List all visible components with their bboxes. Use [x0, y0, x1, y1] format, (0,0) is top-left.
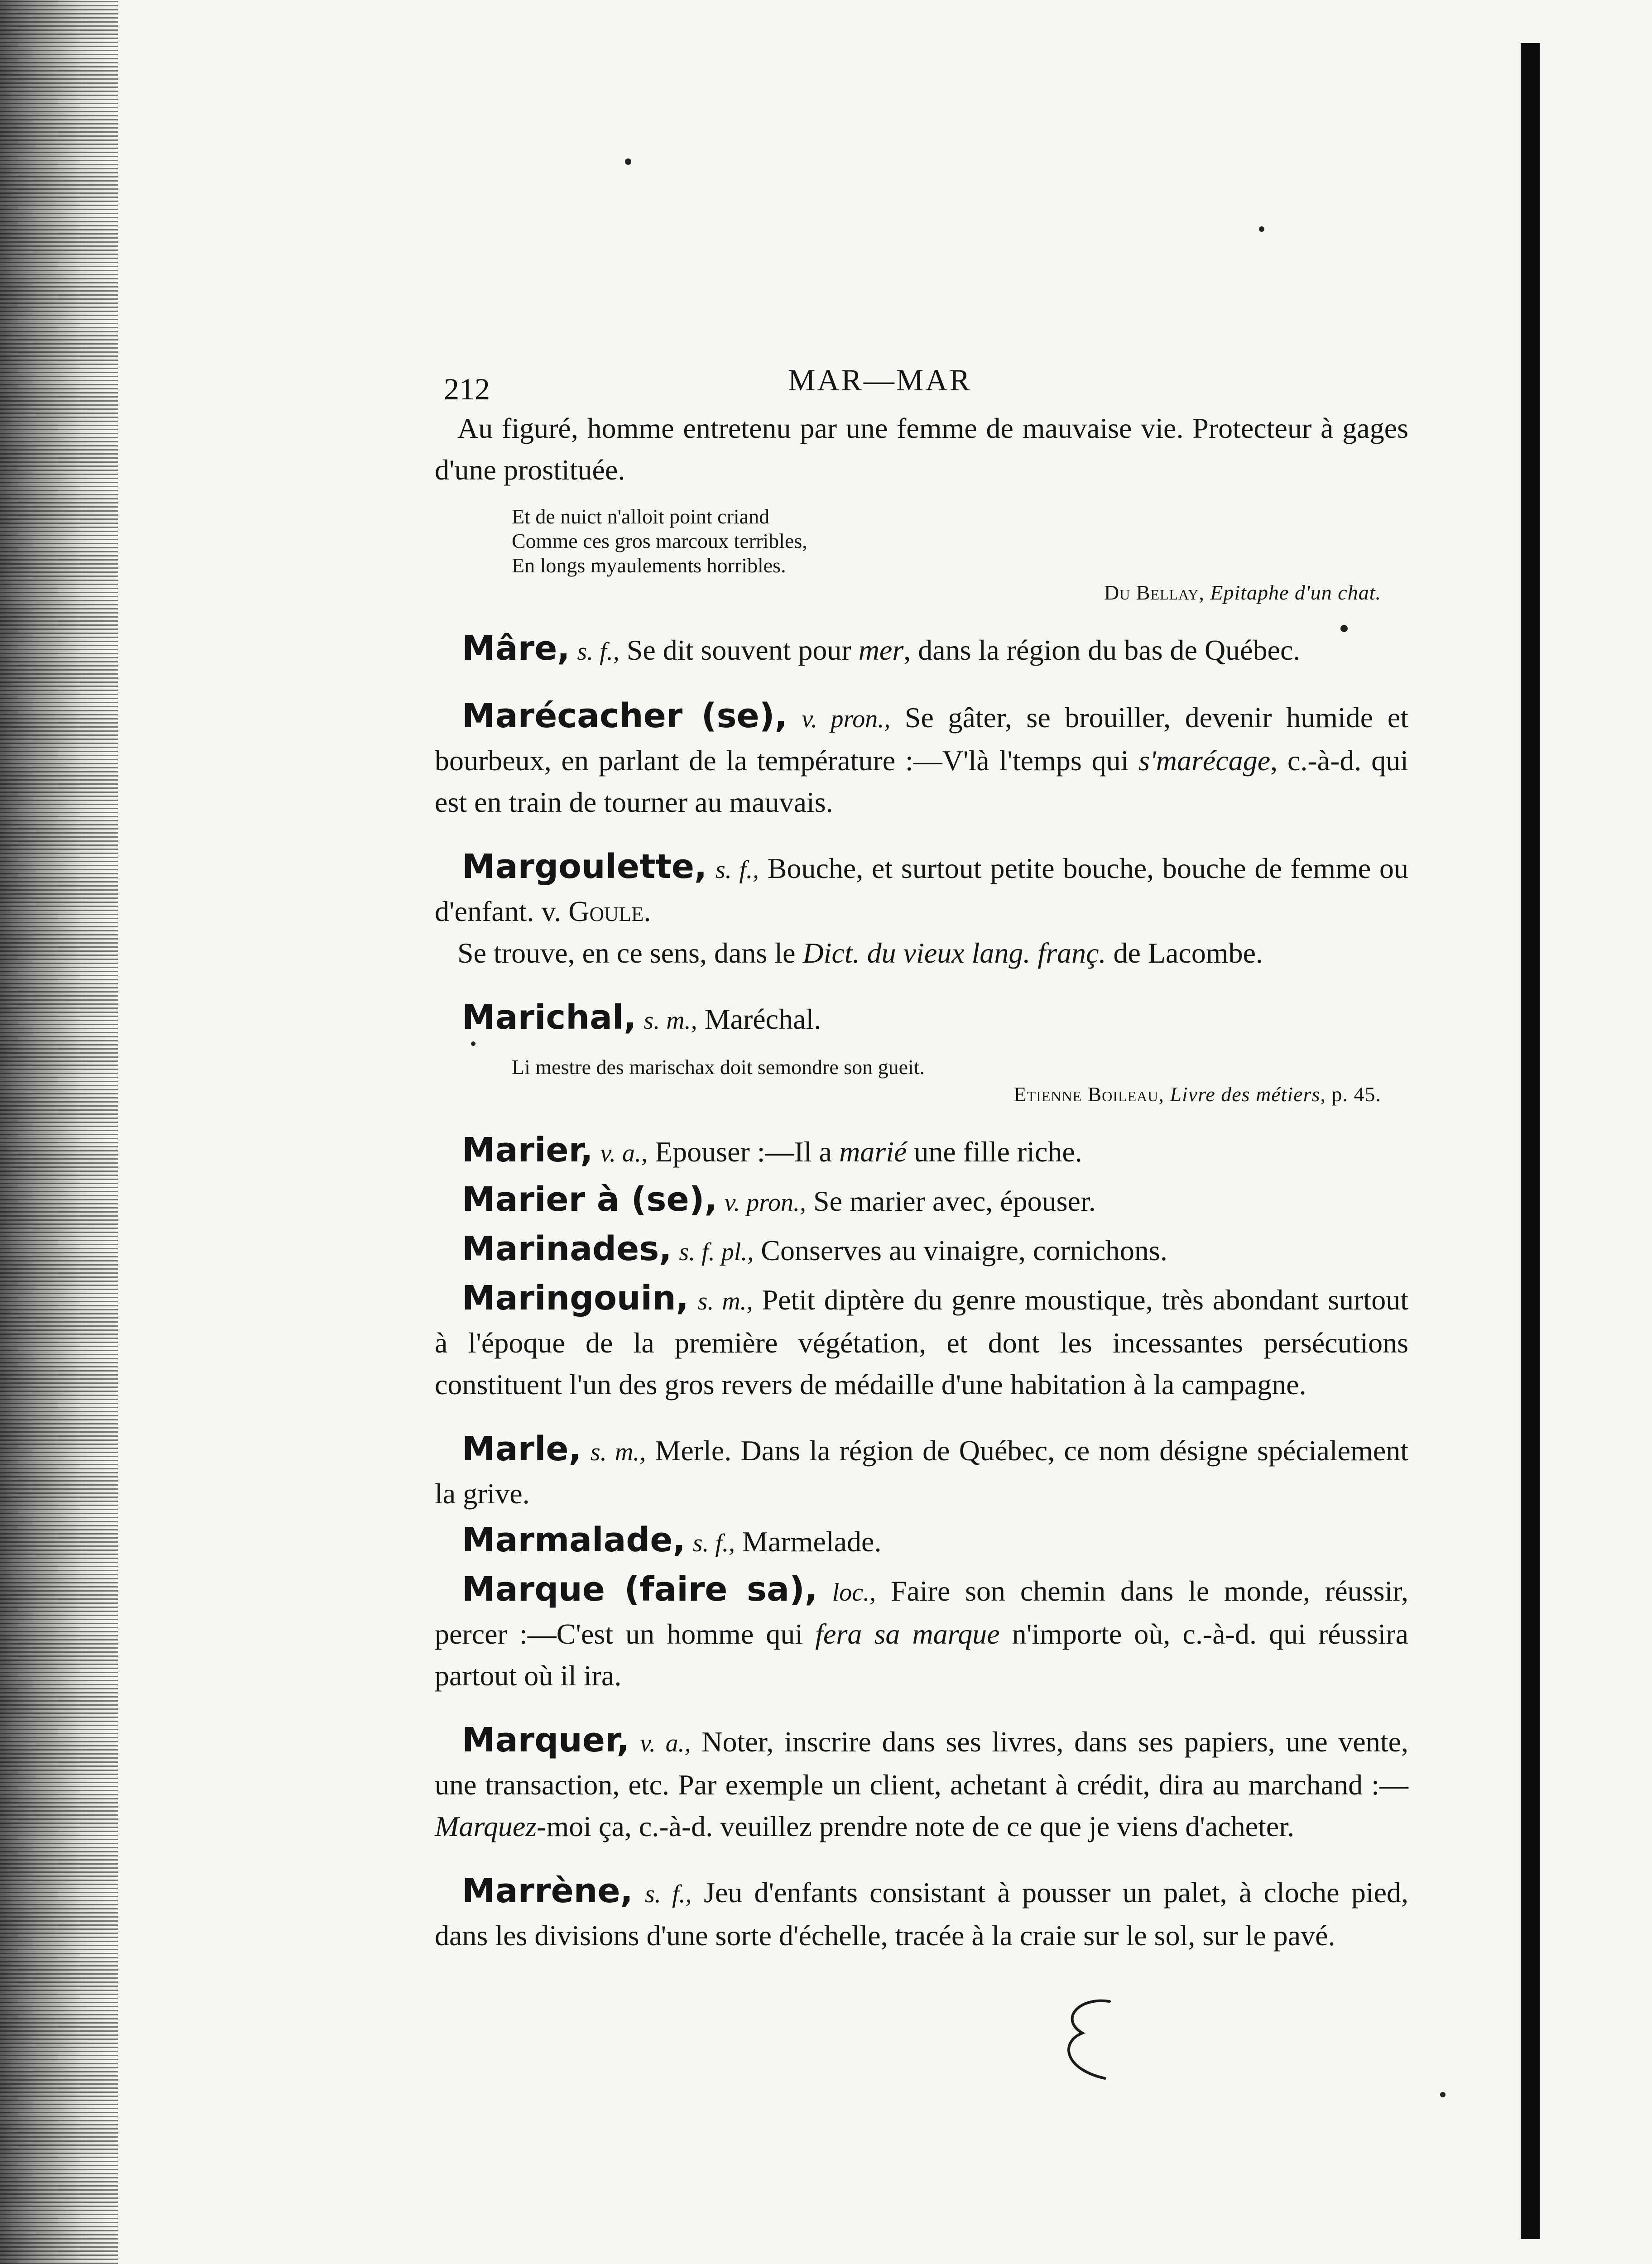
dictionary-entry	[435, 1519, 1408, 1564]
entry-text: marié	[839, 1136, 907, 1168]
entry-text: mer	[858, 634, 904, 666]
quote-work: Livre des métiers	[1170, 1083, 1321, 1106]
quote-line: En longs myaulements horribles.	[512, 554, 786, 577]
dictionary-entry	[435, 695, 1408, 823]
entry-text: n'importe où, c.-à-d. qui réussira partout où il ira.	[435, 1618, 1408, 1692]
entry-text: Se dit souvent pour	[626, 634, 859, 666]
dictionary-entry	[435, 1129, 1408, 1174]
entry-text: fera sa marque	[815, 1618, 1000, 1650]
dictionary-entry	[435, 1228, 1408, 1273]
entry-text: Se marier avec, épouser.	[813, 1185, 1096, 1217]
quote-line: Et de nuict n'alloit point criand	[512, 505, 770, 528]
entry-headword: Margoulette,	[462, 847, 707, 886]
dictionary-entries	[435, 628, 1408, 1957]
entry-text: Marquez	[435, 1810, 537, 1842]
entry-text: Epouser :—Il a	[655, 1136, 840, 1168]
quote-author: Etienne Boileau,	[1013, 1083, 1164, 1106]
scan-speck	[625, 158, 631, 165]
entry-headword: Marichal,	[462, 998, 637, 1037]
entry-grammar: s. f.,	[577, 638, 620, 666]
entry-grammar: s. f.,	[715, 856, 759, 884]
quote-page: , p. 45.	[1320, 1083, 1381, 1106]
intro-paragraph: Au figuré, homme entretenu par une femme de mauvaise vie. Protecteur à gages d'une prostituée.	[435, 412, 1408, 486]
entry-headword: Marle,	[462, 1429, 581, 1468]
entry-text: Petit diptère du genre moustique, très abondant surtout à l'époque de la première végétation, et dont les incessantes persécutions constituent l'un des gros revers de médaille d'une habitation à la campagne.	[435, 1284, 1409, 1401]
entry-headword: Marécacher (se),	[462, 696, 788, 735]
running-head	[435, 353, 1408, 408]
dictionary-entry	[435, 628, 1408, 672]
dictionary-entry	[435, 1277, 1408, 1405]
entry-headword: Marrène,	[462, 1871, 633, 1910]
entry-text: Conserves au vinaigre, cornichons.	[761, 1234, 1167, 1266]
entry-grammar: s. m.,	[697, 1287, 753, 1315]
entry-text: Se gâter, se brouiller, devenir humide et bourbeux, en parlant de la température :—V'là l'temps qui	[435, 701, 1409, 777]
entry-grammar: s. f.,	[645, 1880, 692, 1908]
entry-grammar: s. f. pl.,	[679, 1238, 754, 1266]
page-number: 212	[444, 372, 490, 406]
entry-text: Maréchal.	[704, 1003, 821, 1035]
entry-text: Jeu d'enfants consistant à pousser un palet, à cloche pied, dans les divisions d'une sorte d'échelle, tracée à la craie sur le sol, sur le pavé.	[435, 1876, 1408, 1952]
entry-note-text: Se trouve, en ce sens, dans le	[457, 937, 803, 969]
entry-text: s'marécage	[1138, 744, 1271, 777]
entry-quote	[512, 1055, 1408, 1107]
entry-headword: Marque (faire sa),	[462, 1570, 817, 1609]
dictionary-page	[435, 353, 1408, 1957]
scan-speck	[1259, 226, 1264, 232]
entry-text: -moi ça, c.-à-d. veuillez prendre note de ce que je viens d'acheter.	[537, 1810, 1295, 1842]
entry-grammar: loc.,	[832, 1578, 876, 1607]
running-title: MAR—MAR	[788, 363, 972, 397]
entry-text: Noter, inscrire dans ses livres, dans ses papiers, une vente, une transaction, etc. Par exemple un client, achetant à crédit, dira au marchand :—	[435, 1726, 1409, 1801]
entry-headword: Marinades,	[462, 1229, 672, 1268]
entry-grammar: v. a.,	[600, 1139, 648, 1167]
quote-citation	[512, 580, 1381, 605]
scan-right-edge-bar	[1521, 43, 1540, 2239]
entry-note	[435, 932, 1408, 974]
entry-text: Faire son chemin dans le monde, réussir, percer :—C'est un homme qui	[435, 1575, 1409, 1650]
entry-grammar: s. m.,	[644, 1007, 697, 1035]
entry-grammar: v. pron.,	[724, 1189, 806, 1217]
quote-author: Du Bellay,	[1104, 581, 1205, 604]
dictionary-entry	[435, 846, 1408, 932]
entry-text: .	[644, 895, 651, 927]
entry-text: Merle. Dans la région de Québec, ce nom désigne spécialement la grive.	[435, 1434, 1409, 1510]
dictionary-entry	[435, 1428, 1408, 1515]
entry-text: , c.-à-d. qui est en train de tourner au mauvais.	[435, 744, 1409, 818]
intro-quote	[512, 504, 1408, 605]
entry-headword: Marier,	[462, 1131, 593, 1170]
entry-grammar: v. pron.,	[802, 705, 891, 733]
entry-headword: Mâre,	[462, 629, 570, 668]
entry-text: , dans la région du bas de Québec.	[903, 634, 1301, 666]
entry-grammar: s. m.,	[590, 1438, 646, 1466]
entry-grammar: s. f.,	[692, 1529, 735, 1557]
entry-headword: Marier à (se),	[462, 1180, 717, 1219]
quote-work: Epitaphe d'un chat.	[1210, 581, 1381, 604]
entry-text: Goule	[568, 895, 644, 927]
scan-left-edge-shadow	[0, 0, 118, 2264]
dictionary-entry	[435, 1870, 1408, 1957]
dictionary-entry	[435, 1719, 1408, 1847]
entry-text: une fille riche.	[907, 1136, 1082, 1168]
dictionary-entry	[435, 1179, 1408, 1223]
quote-citation	[512, 1082, 1381, 1107]
scan-speck	[1440, 2092, 1446, 2097]
entry-grammar: v. a.,	[640, 1729, 691, 1757]
entry-text: Marmelade.	[742, 1525, 882, 1558]
dictionary-entry	[435, 997, 1408, 1041]
dictionary-entry	[435, 1568, 1408, 1697]
entry-headword: Maringouin,	[462, 1279, 689, 1318]
entry-note-text: de Lacombe.	[1106, 937, 1263, 969]
quote-line: Li mestre des marischax doit semondre son gueit.	[512, 1055, 925, 1079]
entry-note-text: Dict. du vieux lang. franç.	[802, 937, 1106, 969]
entry-headword: Marmalade,	[462, 1521, 686, 1559]
quote-line: Comme ces gros marcoux terribles,	[512, 529, 807, 552]
entry-text: Bouche, et surtout petite bouche, bouche de femme ou d'enfant. v.	[435, 852, 1409, 927]
entry-headword: Marquer,	[462, 1721, 629, 1760]
pencil-mark	[1051, 1992, 1132, 2087]
